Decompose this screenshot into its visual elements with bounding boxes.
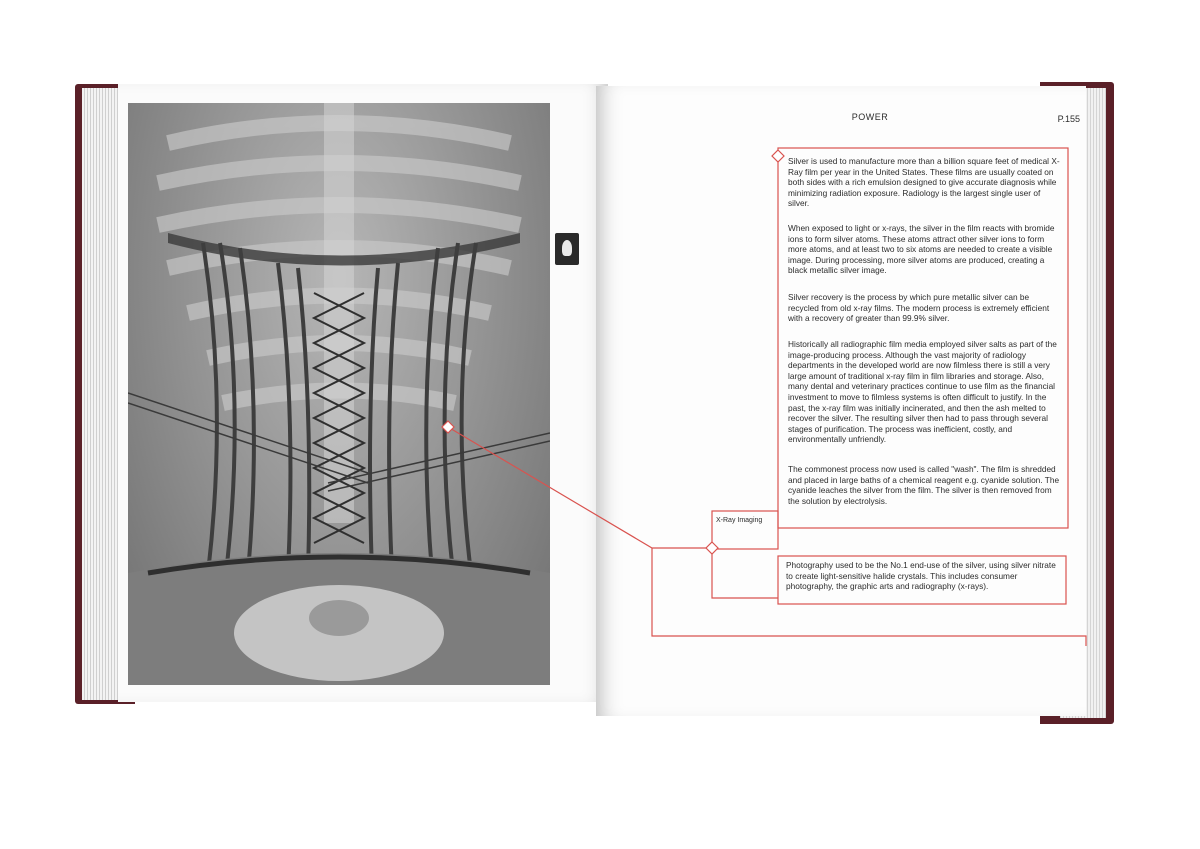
page-number: P.155	[1057, 114, 1080, 124]
paragraph: When exposed to light or x-rays, the silver in the film reacts with bromide ions to form silver atoms. These atoms attract other silver ions to form more atoms, and at least two to six atoms are needed to create a visible image. During processing, more silver atoms are produced, creating a black metallic silver image.	[788, 223, 1055, 276]
paragraph: Silver is used to manufacture more than a billion square feet of medical X-Ray film per year in the United States. These films are usually coated on both sides with a rich emulsion designed to give accurate diagnosis while minimizing radiation exposure. Radiology is the largest single user of silver.	[788, 156, 1060, 209]
xray-imaging-label: X-Ray Imaging	[716, 517, 763, 524]
paragraph: Silver recovery is the process by which pure metallic silver can be recycled from old x-ray films. The modern process is extremely efficient with a recovery of greater than 99.9% silver.	[788, 292, 1050, 324]
paragraph: The commonest process now used is called "wash". The film is shredded and placed in large baths of a chemical reagent e.g. cyanide solution. The cyanide leaches the silver from the film. The silver is then removed from the solution by electrolysis.	[788, 464, 1060, 506]
diamond-marker-mid	[706, 542, 718, 554]
photography-note: Photography used to be the No.1 end-use of the silver, using silver nitrate to create light-sensitive halide crystals. This includes consumer photography, the graphic arts and radiography (x-rays).	[786, 560, 1056, 592]
running-head: POWER	[851, 112, 889, 122]
diamond-marker-top	[772, 150, 784, 162]
paragraph: Historically all radiographic film media employed silver salts as part of the image-producing process. Although the vast majority of radiology departments in the developed world are now filmless there is still a very large amount of traditional x-ray film in film libraries and storage. Also, many dental and veterinary practices continue to use film as the financial investment to move to filmless systems is often difficult to justify. In the past, the x-ray film was initially incinerated, and then the ash melted to recover the silver. The resulting silver then had to pass through several stages of purification. The process was inefficient, costly, and environmentally unfriendly.	[788, 339, 1057, 445]
diamond-marker-photo	[442, 421, 454, 433]
